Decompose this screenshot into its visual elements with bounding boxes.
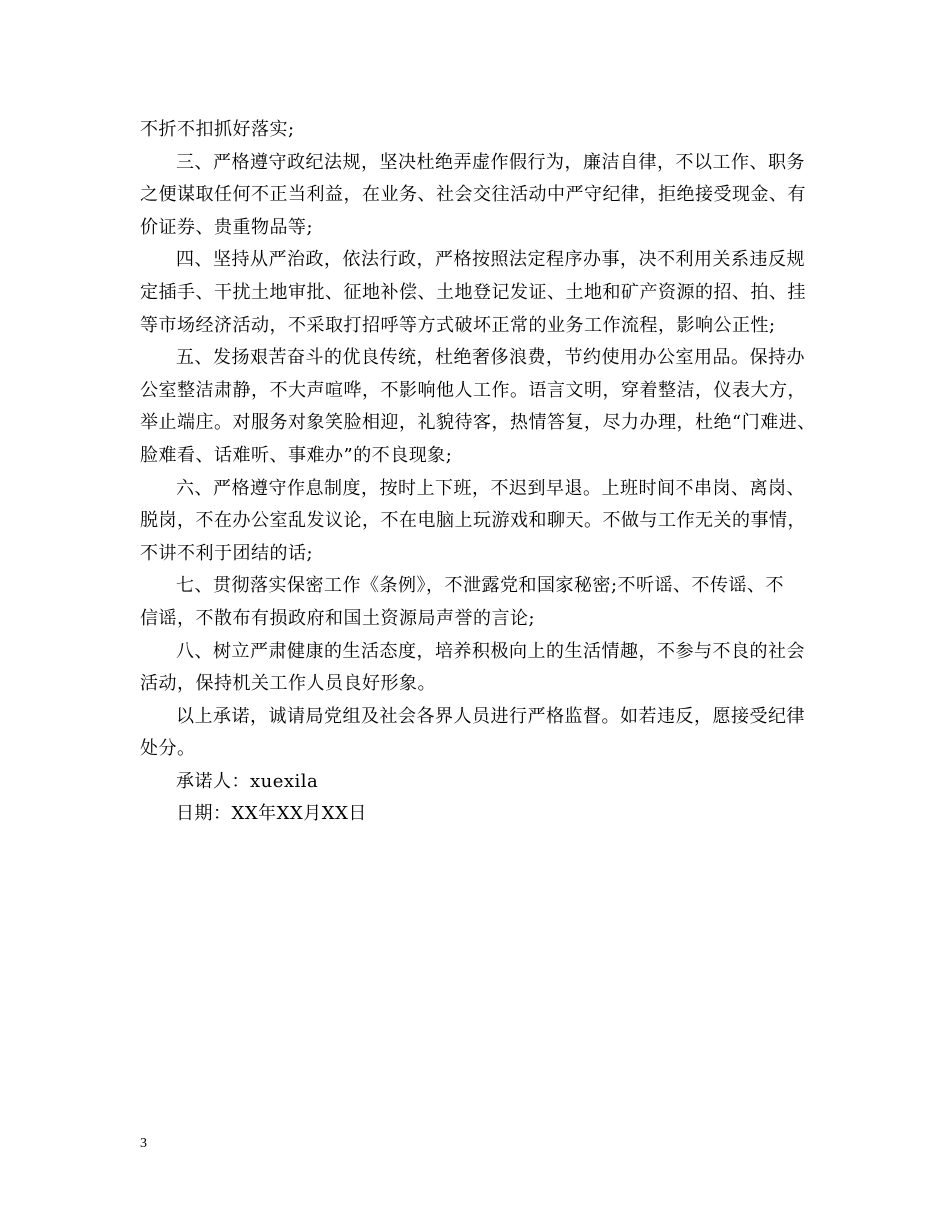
- text-line: 承诺人：xuexila: [176, 770, 319, 792]
- text-line: 之便谋取任何不正当利益，在业务、社会交往活动中严守纪律，拒绝接受现金、有: [140, 184, 806, 206]
- text-line: 不讲不利于团结的话;: [140, 542, 314, 564]
- text-line: 价证券、贵重物品等;: [140, 216, 314, 238]
- text-line: 四、坚持从严治政，依法行政，严格按照法定程序办事，决不利用关系违反规: [176, 249, 805, 271]
- text-line: 以上承诺，诚请局党组及社会各界人员进行严格监督。如若违反，愿接受纪律: [176, 705, 805, 727]
- text-line: 六、严格遵守作息制度，按时上下班，不迟到早退。上班时间不串岗、离岗、: [176, 477, 805, 499]
- document-body: [140, 114, 820, 831]
- text-line: 处分。: [140, 738, 196, 760]
- text-line: 八、树立严肃健康的生活态度，培养积极向上的生活情趣，不参与不良的社会: [176, 640, 805, 662]
- text-line: 举止端庄。对服务对象笑脸相迎，礼貌待客，热情答复，尽力办理，杜绝“门难进、: [140, 412, 816, 434]
- text-line: 等市场经济活动，不采取打招呼等方式破坏正常的业务工作流程，影响公正性;: [140, 314, 776, 336]
- text-line: 信谣，不散布有损政府和国土资源局声誉的言论;: [140, 607, 536, 629]
- text-line: 脸难看、话难听、事难办”的不良现象;: [140, 444, 453, 466]
- text-line: 定插手、干扰土地审批、征地补偿、土地登记发证、土地和矿产资源的招、拍、挂: [140, 281, 806, 303]
- text-line: 七、贯彻落实保密工作《条例》，不泄露党和国家秘密;不听谣、不传谣、不: [176, 575, 785, 597]
- text-line: 公室整洁肃静，不大声喧哗，不影响他人工作。语言文明，穿着整洁，仪表大方，: [140, 379, 806, 401]
- text-line: 五、发扬艰苦奋斗的优良传统，杜绝奢侈浪费，节约使用办公室用品。保持办: [176, 347, 805, 369]
- text-line: 脱岗，不在办公室乱发议论，不在电脑上玩游戏和聊天。不做与工作无关的事情，: [140, 510, 806, 532]
- text-line: 不折不扣抓好落实;: [140, 119, 295, 140]
- text-line: 日期：XX年XX月XX日: [176, 803, 367, 825]
- text-line: 三、严格遵守政纪法规，坚决杜绝弄虚作假行为，廉洁自律，不以工作、职务: [176, 151, 805, 173]
- page-number: 3: [140, 1136, 147, 1151]
- text-line: 活动，保持机关工作人员良好形象。: [140, 673, 436, 695]
